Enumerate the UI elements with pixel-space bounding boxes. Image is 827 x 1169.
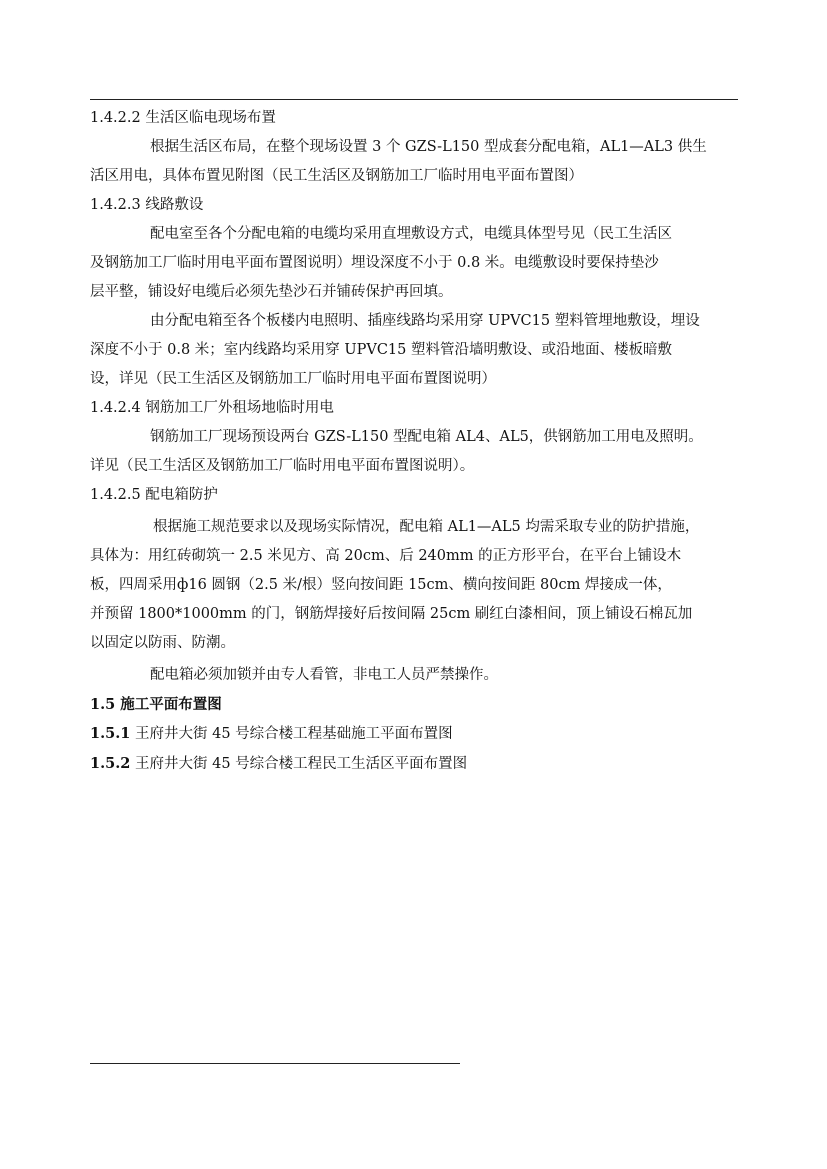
subsection-number: 1.5.1 xyxy=(90,725,131,742)
paragraph-line: 层平整，铺设好电缆后必须先垫沙石并铺砖保护再回填。 xyxy=(90,284,453,300)
header-rule xyxy=(90,99,738,100)
paragraph-1-4-2-3-b xyxy=(90,307,738,394)
paragraph-line: 根据施工规范要求以及现场实际情况，配电箱 AL1—AL5 均需采取专业的防护措施， xyxy=(153,519,700,535)
paragraph-line: 及钢筋加工厂临时用电平面布置图说明）埋设深度不小于 0.8 米。电缆敷设时要保持垫沙 xyxy=(90,255,659,271)
paragraph-line: 详见（民工生活区及钢筋加工厂临时用电平面布置图说明）。 xyxy=(90,458,475,474)
paragraph-line: 由分配电箱至各个板楼内电照明、插座线路均采用穿 UPVC15 塑料管埋地敷设，埋设 xyxy=(150,313,700,329)
section-heading-1-4-2-2: 1.4.2.2 生活区临电现场布置 xyxy=(90,110,276,126)
paragraph-1-4-2-2 xyxy=(90,133,738,191)
section-heading-1-4-2-4: 1.4.2.4 钢筋加工厂外租场地临时用电 xyxy=(90,400,334,416)
section-heading-1-5: 1.5 施工平面布置图 xyxy=(90,696,222,713)
paragraph-line: 钢筋加工厂现场预设两台 GZS-L150 型配电箱 AL4、AL5，供钢筋加工用电及照明。 xyxy=(150,429,703,445)
paragraph-line: 并预留 1800*1000mm 的门，钢筋焊接好后按间隔 25cm 刷红白漆相间，顶上铺设石棉瓦加 xyxy=(90,606,693,622)
paragraph-line: 根据生活区布局，在整个现场设置 3 个 GZS-L150 型成套分配电箱，AL1—AL3 供生 xyxy=(150,139,707,155)
section-heading-1-4-2-3: 1.4.2.3 线路敷设 xyxy=(90,197,204,213)
paragraph-line: 配电箱必须加锁并由专人看管，非电工人员严禁操作。 xyxy=(150,667,498,683)
paragraph-1-4-2-5-a xyxy=(90,513,738,658)
paragraph-line: 深度不小于 0.8 米；室内线路均采用穿 UPVC15 塑料管沿墙明敷设、或沿地面、楼板暗敷 xyxy=(90,342,672,358)
paragraph-line: 板，四周采用ф16 圆钢（2.5 米/根）竖向按间距 15cm、横向按间距 80cm 焊接成一体， xyxy=(90,577,672,593)
subsection-1-5-2 xyxy=(90,749,738,779)
paragraph-line: 以固定以防雨、防潮。 xyxy=(90,635,235,651)
paragraph-1-4-2-4 xyxy=(90,423,738,481)
subsection-title: 王府井大街 45 号综合楼工程基础施工平面布置图 xyxy=(130,726,453,742)
paragraph-1-4-2-5-b xyxy=(90,661,738,690)
document-body xyxy=(90,104,738,779)
footnote-rule xyxy=(90,1063,460,1064)
paragraph-line: 配电室至各个分配电箱的电缆均采用直埋敷设方式，电缆具体型号见（民工生活区 xyxy=(150,226,672,242)
subsection-title: 王府井大街 45 号综合楼工程民工生活区平面布置图 xyxy=(130,756,468,772)
subsection-1-5-1 xyxy=(90,719,738,749)
paragraph-line: 具体为：用红砖砌筑一 2.5 米见方、高 20cm、后 240mm 的正方形平台，在平台上铺设木 xyxy=(90,548,682,564)
paragraph-line: 活区用电，具体布置见附图（民工生活区及钢筋加工厂临时用电平面布置图） xyxy=(90,168,583,184)
paragraph-1-4-2-3-a xyxy=(90,220,738,307)
subsection-number: 1.5.2 xyxy=(90,755,131,772)
paragraph-line: 设，详见（民工生活区及钢筋加工厂临时用电平面布置图说明） xyxy=(90,371,496,387)
section-heading-1-4-2-5: 1.4.2.5 配电箱防护 xyxy=(90,487,218,503)
